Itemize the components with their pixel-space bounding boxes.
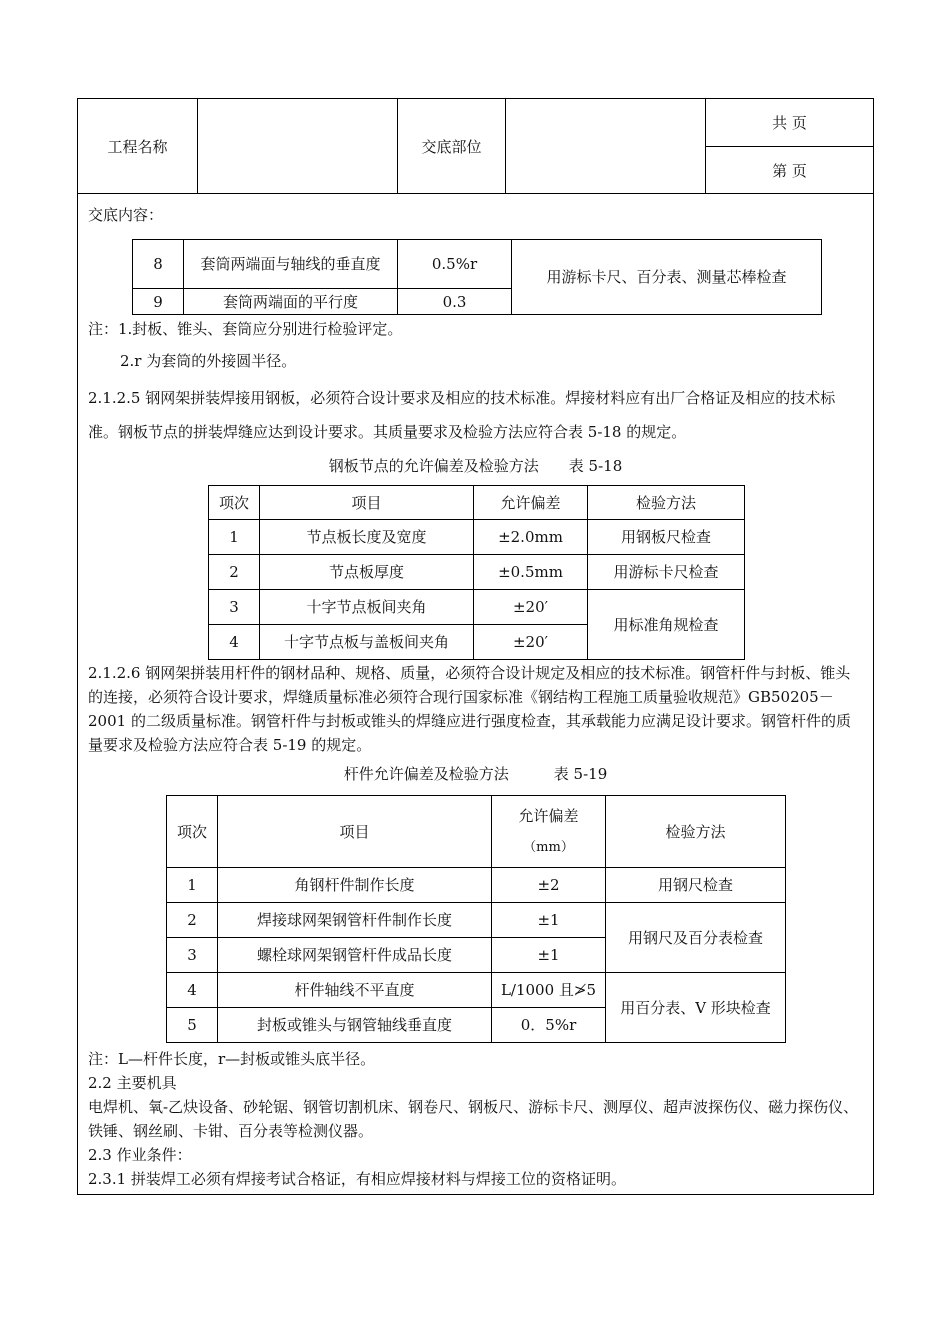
cell-item: 节点板长度及宽度 <box>260 520 474 555</box>
table-518 <box>208 485 745 660</box>
total-pages: 共 页 <box>772 114 807 132</box>
location-value <box>506 99 706 193</box>
section-2-2-body: 电焊机、氧-乙炔设备、砂轮锯、钢管切割机床、钢卷尺、钢板尺、游标卡尺、测厚仪、超声波探伤仪、磁力探伤仪、铁锤、钢丝刷、卡钳、百分表等检测仪器。 <box>88 1098 859 1140</box>
paragraph-2126: 2.1.2.6 钢网架拼装用杆件的钢材品种、规格、质量，必须符合设计规定及相应的技术标准。钢管杆件与封板、锥头的连接，必须符合设计要求，焊缝质量标准必须符合现行国家标准《钢结构工程施工质量验收规范》GB50205－2001 的二级质量标准。钢管杆件与封板或锥头的焊缝应进行强度检查，其承载能力应满足设计要求。钢管杆件的质量要求及检验方法应符合表 5-19 的规定。 <box>88 664 851 754</box>
cell-no: 3 <box>209 590 260 625</box>
note-2: 2.r 为套筒的外接圆半径。 <box>120 352 297 370</box>
cell-item: 套筒两端面与轴线的垂直度 <box>184 240 398 289</box>
cell-method: 用游标卡尺、百分表、测量芯棒检查 <box>512 240 822 315</box>
table-row <box>209 520 745 555</box>
cell-no: 1 <box>209 520 260 555</box>
page-info <box>706 99 873 193</box>
content-label: 交底内容： <box>88 206 164 224</box>
project-name-label: 工程名称 <box>78 99 198 193</box>
table-row <box>167 973 786 1008</box>
section-2-2-title: 2.2 主要机具 <box>88 1074 177 1092</box>
cell-method: 用钢尺检查 <box>606 868 786 903</box>
cell-no: 5 <box>167 1008 218 1043</box>
table-header-row <box>209 486 745 520</box>
header-unit-line: （mm） <box>523 839 574 855</box>
cell-item: 螺栓球网架钢管杆件成品长度 <box>218 938 492 973</box>
location-label: 交底部位 <box>398 99 506 193</box>
table-row <box>209 555 745 590</box>
header-cell: 检验方法 <box>588 486 745 520</box>
cell-method: 用游标卡尺检查 <box>588 555 745 590</box>
table-header-row <box>167 796 786 868</box>
cell-tol: ±0.5mm <box>474 555 588 590</box>
table-518-caption: 钢板节点的允许偏差及检验方法 表 5-18 <box>328 457 623 475</box>
header-cell: 项次 <box>167 796 218 868</box>
page-number: 第 页 <box>706 146 873 194</box>
cell-tol: ±2 <box>492 868 606 903</box>
cell-tol: 0.3 <box>398 289 512 315</box>
cell-no: 3 <box>167 938 218 973</box>
cell-tol: ±20′ <box>474 625 588 660</box>
section-2-3-title: 2.3 作业条件： <box>88 1146 192 1164</box>
header-cell: 允许偏差 <box>474 486 588 520</box>
section-2-3-1: 2.3.1 拼装焊工必须有焊接考试合格证，有相应焊接材料与焊接工位的资格证明。 <box>88 1170 626 1188</box>
table-519 <box>166 795 786 1043</box>
cell-no: 8 <box>133 240 184 289</box>
table-row <box>167 903 786 938</box>
table-top <box>132 239 822 315</box>
table-row <box>133 240 822 289</box>
cell-no: 1 <box>167 868 218 903</box>
cell-item: 节点板厚度 <box>260 555 474 590</box>
table-row <box>167 868 786 903</box>
cell-no: 9 <box>133 289 184 315</box>
cell-no: 2 <box>167 903 218 938</box>
cell-item: 封板或锥头与钢管轴线垂直度 <box>218 1008 492 1043</box>
table-row <box>209 590 745 625</box>
project-name-value <box>198 99 398 193</box>
cell-method: 用标准角规检查 <box>588 590 745 660</box>
cell-tol: ±2.0mm <box>474 520 588 555</box>
header-cell: 项目 <box>260 486 474 520</box>
cell-item: 角钢杆件制作长度 <box>218 868 492 903</box>
cell-tol: 0.5%r <box>398 240 512 289</box>
header-cell-tolerance <box>492 796 606 868</box>
document-frame <box>77 98 874 1195</box>
cell-tol: ±20′ <box>474 590 588 625</box>
header-cell: 检验方法 <box>606 796 786 868</box>
cell-tol: L/1000 且≯5 <box>492 973 606 1008</box>
header-tolerance-line: 允许偏差 <box>518 806 579 825</box>
cell-tol: ±1 <box>492 903 606 938</box>
cell-method: 用百分表、V 形块检查 <box>606 973 786 1043</box>
header-cell: 项目 <box>218 796 492 868</box>
note-3: 注：L—杆件长度，r—封板或锥头底半径。 <box>88 1050 376 1068</box>
cell-tol: 0．5%r <box>492 1008 606 1043</box>
paragraph-2125: 2.1.2.5 钢网架拼装焊接用钢板，必须符合设计要求及相应的技术标准。焊接材料应有出厂合格证及相应的技术标准。钢板节点的拼装焊缝应达到设计要求。其质量要求及检验方法应符合表 5-18 的规定。 <box>88 389 836 441</box>
header-cell: 项次 <box>209 486 260 520</box>
cell-item: 套筒两端面的平行度 <box>184 289 398 315</box>
cell-tol: ±1 <box>492 938 606 973</box>
cell-item: 焊接球网架钢管杆件制作长度 <box>218 903 492 938</box>
cell-no: 4 <box>209 625 260 660</box>
header-table <box>78 99 873 194</box>
cell-item: 杆件轴线不平直度 <box>218 973 492 1008</box>
cell-no: 4 <box>167 973 218 1008</box>
cell-method: 用钢板尺检查 <box>588 520 745 555</box>
note-1: 注：1.封板、锥头、套筒应分别进行检验评定。 <box>88 320 403 338</box>
cell-no: 2 <box>209 555 260 590</box>
cell-method: 用钢尺及百分表检查 <box>606 903 786 973</box>
cell-item: 十字节点板间夹角 <box>260 590 474 625</box>
table-519-caption: 杆件允许偏差及检验方法 表 5-19 <box>343 765 608 783</box>
cell-item: 十字节点板与盖板间夹角 <box>260 625 474 660</box>
